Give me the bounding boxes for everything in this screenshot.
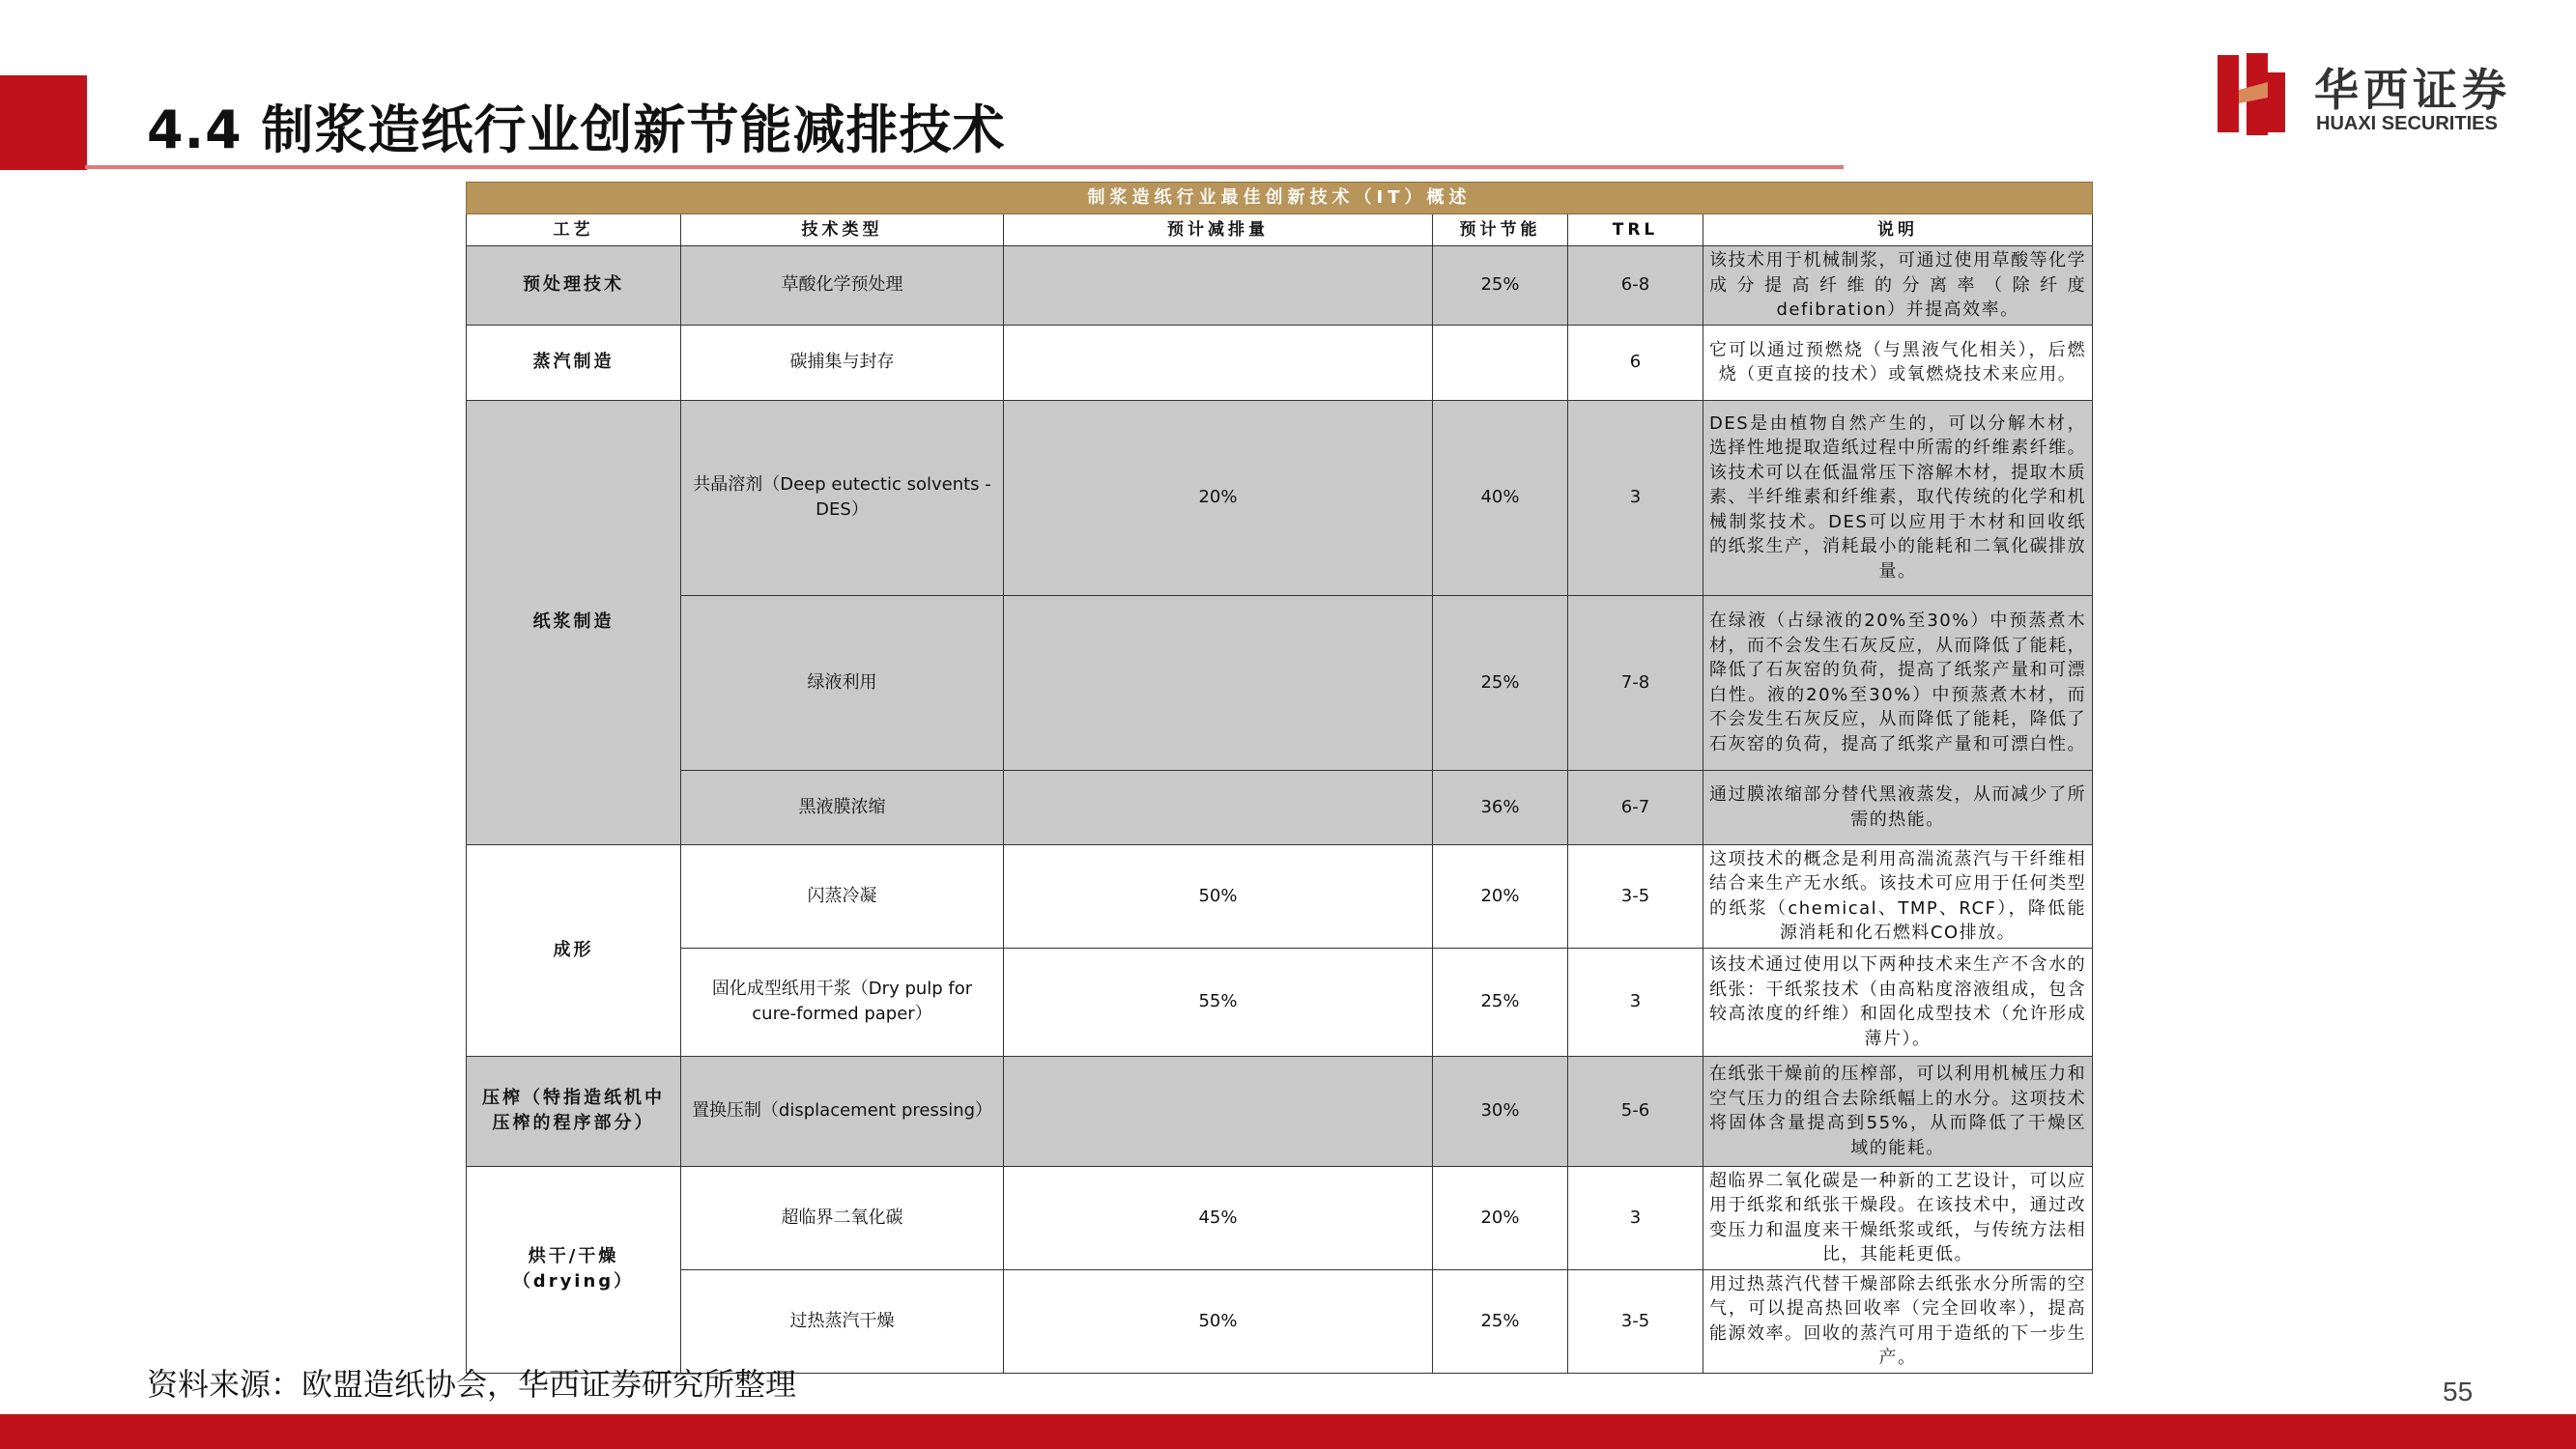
saving-cell: 25%	[1433, 948, 1568, 1056]
saving-cell: 25%	[1433, 246, 1568, 326]
table-row	[467, 1269, 2093, 1373]
logo-cn-text: 华西证券	[2314, 64, 2511, 116]
desc-cell: 超临界二氧化碳是一种新的工艺设计，可以应用于纸浆和纸张干燥段。在该技术中，通过改变压力和温度来干燥纸浆或纸，与传统方法相比，其能耗更低。	[1703, 1166, 2093, 1269]
header-tech-type: 技术类型	[681, 214, 1004, 246]
header-description: 说明	[1703, 214, 2093, 246]
table-row	[467, 595, 2093, 770]
tech-cell: 共晶溶剂（Deep eutectic solvents - DES）	[681, 400, 1004, 595]
saving-cell	[1433, 325, 1568, 400]
desc-cell: 在绿液（占绿液的20%至30%）中预蒸煮木材，而不会发生石灰反应，从而降低了能耗，降低了石灰窑的负荷，提高了纸浆产量和可漂白性。液的20%至30%）中预蒸煮木材，而不会发生石灰反应，从而降低了能耗，降低了石灰窑的负荷，提高了纸浆产量和可漂白性。	[1703, 595, 2093, 770]
table-row	[467, 948, 2093, 1056]
trl-cell: 3	[1568, 948, 1703, 1056]
huaxi-h-logo-icon	[2218, 53, 2290, 135]
tech-cell: 固化成型纸用干浆（Dry pulp for cure-formed paper）	[681, 948, 1004, 1056]
trl-cell: 3	[1568, 1166, 1703, 1269]
tech-cell: 草酸化学预处理	[681, 246, 1004, 326]
reduction-cell: 50%	[1004, 1269, 1433, 1373]
saving-cell: 30%	[1433, 1056, 1568, 1166]
source-note: 资料来源：欧盟造纸协会，华西证券研究所整理	[147, 1366, 797, 1403]
tech-cell: 置换压制（displacement pressing）	[681, 1056, 1004, 1166]
title-accent-block	[0, 75, 87, 170]
reduction-cell	[1004, 1056, 1433, 1166]
reduction-cell	[1004, 595, 1433, 770]
table-caption: 制浆造纸行业最佳创新技术（IT）概述	[467, 183, 2093, 214]
table-row	[467, 325, 2093, 400]
tech-cell: 碳捕集与封存	[681, 325, 1004, 400]
header-process: 工艺	[467, 214, 681, 246]
reduction-cell: 45%	[1004, 1166, 1433, 1269]
header-reduction: 预计减排量	[1004, 214, 1433, 246]
tech-cell: 过热蒸汽干燥	[681, 1269, 1004, 1373]
tech-cell: 闪蒸冷凝	[681, 844, 1004, 948]
trl-cell: 3	[1568, 400, 1703, 595]
reduction-cell: 20%	[1004, 400, 1433, 595]
saving-cell: 25%	[1433, 1269, 1568, 1373]
desc-cell: 在纸张干燥前的压榨部，可以利用机械压力和空气压力的组合去除纸幅上的水分。这项技术将固体含量提高到55%，从而降低了干燥区域的能耗。	[1703, 1056, 2093, 1166]
table-row	[467, 400, 2093, 595]
desc-cell: DES是由植物自然产生的，可以分解木材，选择性地提取造纸过程中所需的纤维素纤维。该技术可以在低温常压下溶解木材，提取木质素、半纤维素和纤维素，取代传统的化学和机械制浆技术。DES可以应用于木材和回收纸的纸浆生产，消耗最小的能耗和二氧化碳排放量。	[1703, 400, 2093, 595]
saving-cell: 20%	[1433, 844, 1568, 948]
trl-cell: 7-8	[1568, 595, 1703, 770]
header-saving: 预计节能	[1433, 214, 1568, 246]
page-number: 55	[2443, 1377, 2474, 1406]
desc-cell: 这项技术的概念是利用高湍流蒸汽与干纤维相结合来生产无水纸。该技术可应用于任何类型的纸浆（chemical、TMP、RCF），降低能源消耗和化石燃料CO排放。	[1703, 844, 2093, 948]
table-row	[467, 246, 2093, 326]
desc-cell: 该技术用于机械制浆，可通过使用草酸等化学成分提高纤维的分离率（除纤度defibration）并提高效率。	[1703, 246, 2093, 326]
footer-bar	[0, 1414, 2576, 1449]
saving-cell: 20%	[1433, 1166, 1568, 1269]
process-cell: 烘干/干燥（drying）	[467, 1166, 681, 1373]
trl-cell: 5-6	[1568, 1056, 1703, 1166]
process-cell: 蒸汽制造	[467, 325, 681, 400]
tech-cell: 绿液利用	[681, 595, 1004, 770]
tech-cell: 超临界二氧化碳	[681, 1166, 1004, 1269]
reduction-cell	[1004, 325, 1433, 400]
tech-cell: 黑液膜浓缩	[681, 770, 1004, 844]
table-row	[467, 1166, 2093, 1269]
table-row	[467, 1056, 2093, 1166]
process-cell: 纸浆制造	[467, 400, 681, 844]
saving-cell: 25%	[1433, 595, 1568, 770]
trl-cell: 3-5	[1568, 844, 1703, 948]
desc-cell: 该技术通过使用以下两种技术来生产不含水的纸张：干纸浆技术（由高粘度溶液组成，包含较高浓度的纤维）和固化成型技术（允许形成薄片）。	[1703, 948, 2093, 1056]
trl-cell: 6-8	[1568, 246, 1703, 326]
it-overview-table	[466, 182, 2092, 1374]
reduction-cell: 55%	[1004, 948, 1433, 1056]
desc-cell: 它可以通过预燃烧（与黑液气化相关），后燃烧（更直接的技术）或氧燃烧技术来应用。	[1703, 325, 2093, 400]
desc-cell: 通过膜浓缩部分替代黑液蒸发，从而减少了所需的热能。	[1703, 770, 2093, 844]
desc-cell: 用过热蒸汽代替干燥部除去纸张水分所需的空气，可以提高热回收率（完全回收率），提高能源效率。回收的蒸汽可用于造纸的下一步生产。	[1703, 1269, 2093, 1373]
process-cell: 成形	[467, 844, 681, 1056]
brand-logo	[2218, 53, 2536, 145]
page-title: 4.4 制浆造纸行业创新节能减排技术	[147, 99, 1006, 160]
process-cell: 预处理技术	[467, 246, 681, 326]
logo-en-text: HUAXI SECURITIES	[2316, 113, 2498, 134]
reduction-cell: 50%	[1004, 844, 1433, 948]
trl-cell: 3-5	[1568, 1269, 1703, 1373]
trl-cell: 6	[1568, 325, 1703, 400]
trl-cell: 6-7	[1568, 770, 1703, 844]
reduction-cell	[1004, 246, 1433, 326]
saving-cell: 40%	[1433, 400, 1568, 595]
title-underline	[85, 165, 1844, 169]
table-row	[467, 844, 2093, 948]
header-trl: TRL	[1568, 214, 1703, 246]
saving-cell: 36%	[1433, 770, 1568, 844]
process-cell: 压榨（特指造纸机中压榨的程序部分）	[467, 1056, 681, 1166]
table-row	[467, 770, 2093, 844]
reduction-cell	[1004, 770, 1433, 844]
